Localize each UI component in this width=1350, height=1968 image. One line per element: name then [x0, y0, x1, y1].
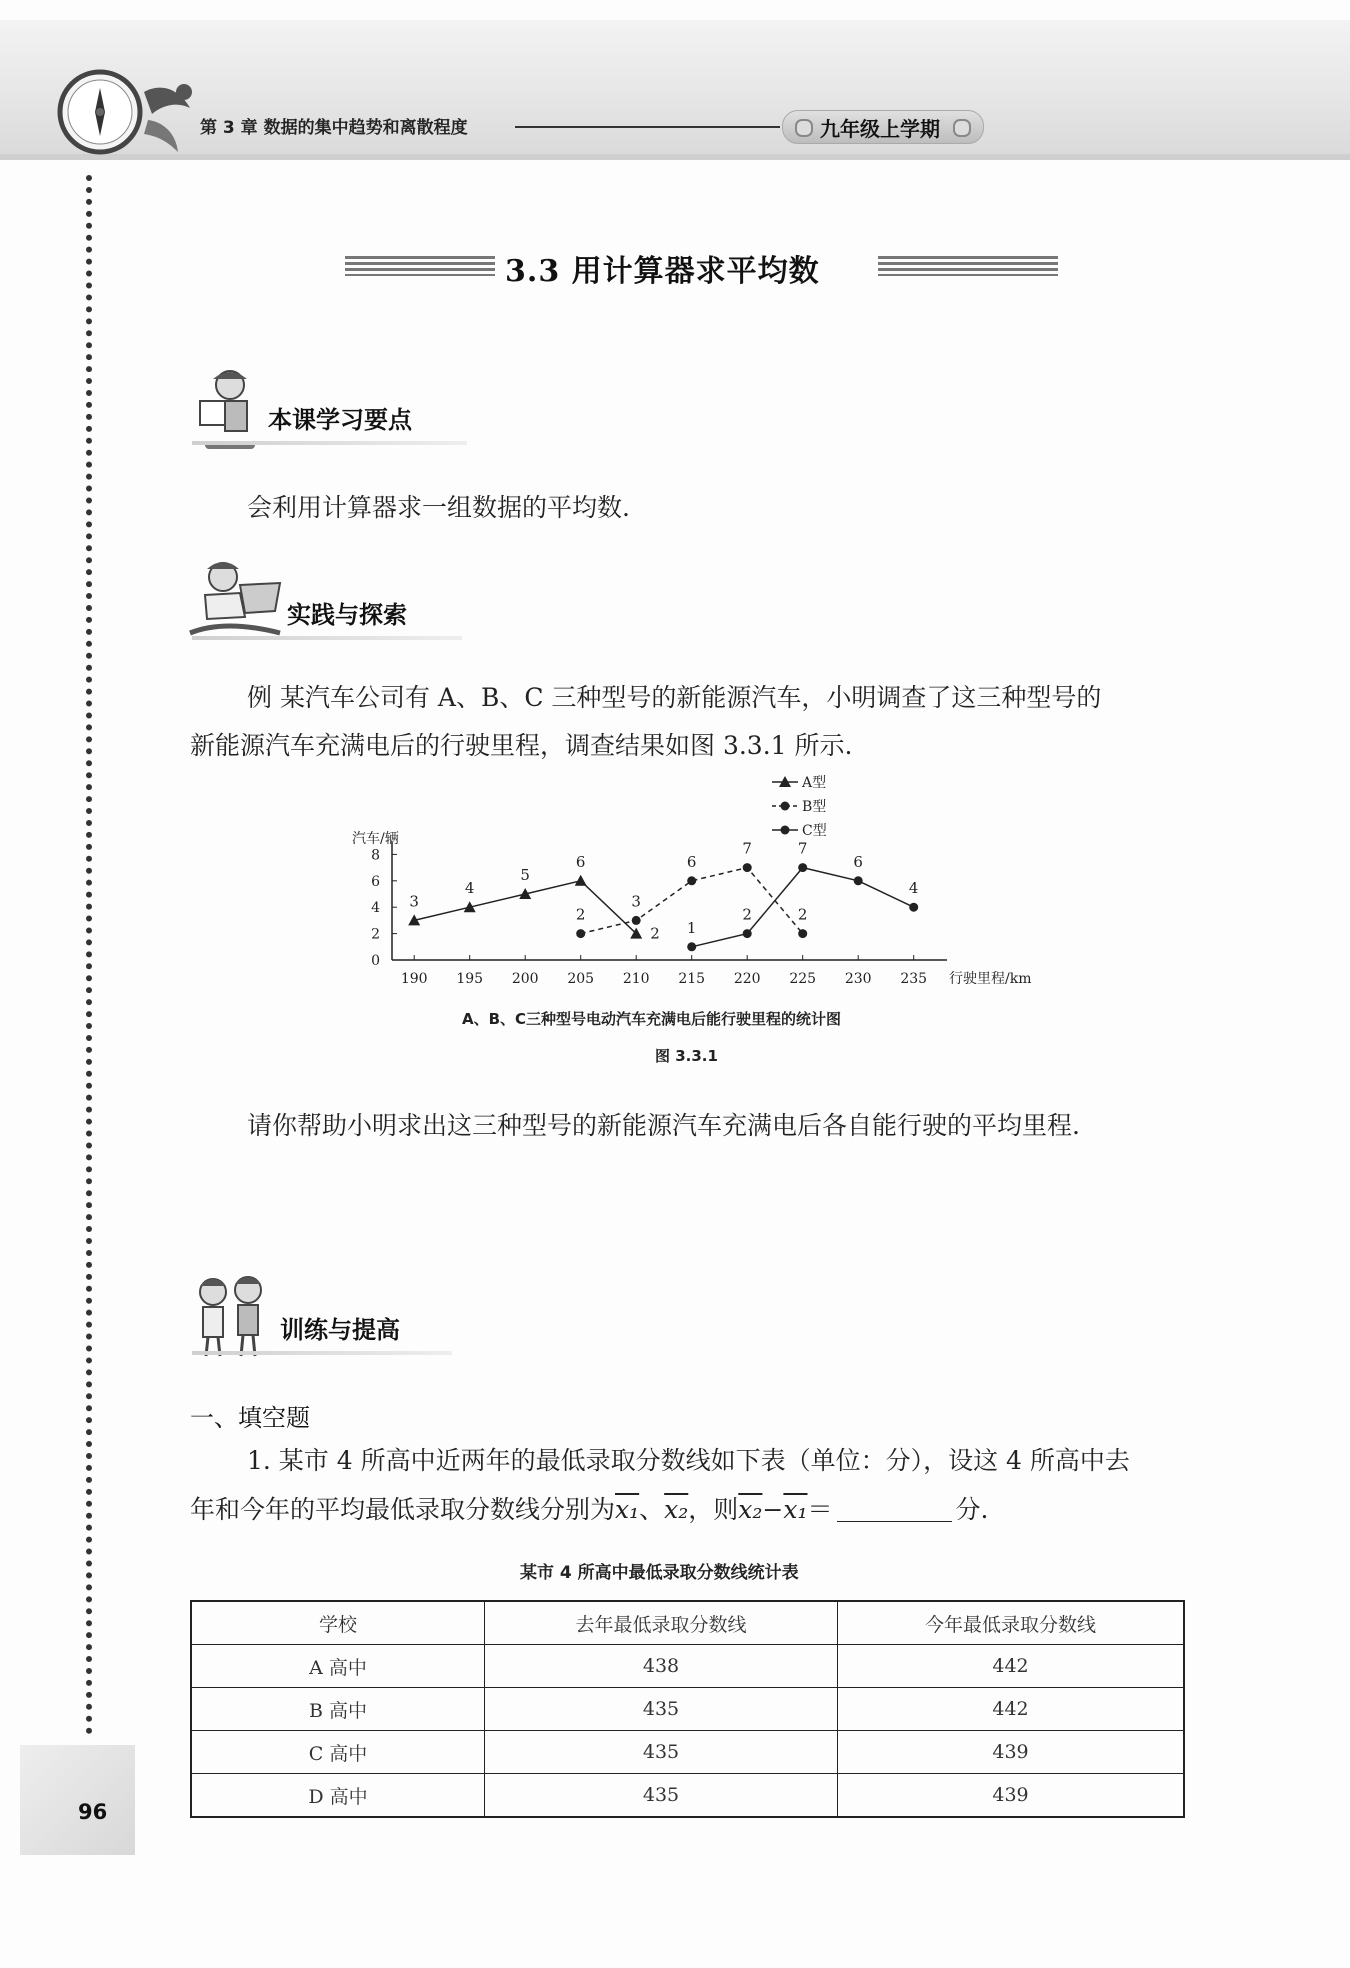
series-3-data-label: 2 [742, 905, 752, 924]
key-points-heading: 本课学习要点 [268, 406, 412, 434]
q1-text-b: ，则 [688, 1495, 739, 1524]
chart-title: A、B、C三种型号电动汽车充满电后能行驶里程的统计图 [462, 1010, 842, 1028]
series-1-data-label: 5 [520, 866, 530, 884]
training-underline [192, 1351, 452, 1355]
compass-logo-icon [52, 62, 202, 162]
key-points-text: 会利用计算器求一组数据的平均数. [247, 493, 630, 522]
header-rule [515, 126, 780, 128]
series-3-point [909, 903, 918, 912]
pill-dot-left-icon [795, 119, 813, 137]
cell-this-year: 439 [838, 1774, 1185, 1818]
margin-dotted-line [86, 175, 92, 1735]
two-students-icon [188, 1270, 278, 1360]
y-tick-label: 4 [371, 900, 380, 917]
question-1-line-2 [190, 1487, 988, 1533]
cell-this-year: 439 [838, 1731, 1185, 1774]
legend-label-1: A型 [802, 775, 827, 791]
series-2-point [576, 929, 585, 938]
series-2-data-label: 6 [686, 852, 697, 871]
series-3-data-label: 1 [686, 918, 697, 937]
series-3-point [798, 863, 807, 872]
x-tick-label: 205 [567, 971, 595, 987]
cell-school: B 高中 [191, 1688, 485, 1731]
x2-bar-symbol-2: x₂ [738, 1495, 763, 1524]
y-tick-label: 2 [371, 926, 380, 943]
series-3-data-label: 4 [908, 879, 919, 898]
cell-last-year: 435 [485, 1731, 838, 1774]
cell-school: A 高中 [191, 1645, 485, 1688]
x-axis-label: 行驶里程/km [949, 971, 1032, 987]
series-1-data-label: 2 [650, 924, 660, 943]
x1-bar-symbol-2: x₁ [783, 1495, 808, 1524]
legend-label-2: B型 [802, 799, 827, 815]
table-row [191, 1645, 1184, 1688]
legend-marker-3 [781, 826, 790, 835]
series-2-data-label: 2 [575, 905, 586, 924]
practice-underline [192, 636, 462, 640]
q1-equals: ＝ [807, 1495, 833, 1524]
series-2-data-label: 2 [797, 905, 808, 924]
x-tick-label: 210 [622, 971, 650, 987]
x-tick-label: 195 [456, 971, 484, 987]
header-band [0, 20, 1350, 160]
series-3-point [743, 929, 752, 938]
series-3-point [854, 876, 863, 885]
series-3-data-label: 7 [797, 839, 808, 858]
pill-dot-right-icon [953, 119, 971, 137]
series-2-data-label: 3 [631, 892, 641, 911]
x2-bar-symbol: x₂ [664, 1495, 689, 1524]
series-2-data-label: 7 [742, 839, 752, 858]
question-1-line-1: 1. 某市 4 所高中近两年的最低录取分数线如下表（单位：分），设这 4 所高中去 [247, 1446, 1130, 1475]
series-2-point [632, 916, 641, 925]
y-tick-label: 0 [371, 953, 380, 969]
answer-blank[interactable] [837, 1489, 952, 1522]
key-points-underline [192, 441, 467, 445]
series-2-point [687, 876, 696, 885]
header-this-year: 今年最低录取分数线 [838, 1601, 1185, 1645]
y-tick-label: 6 [371, 873, 380, 890]
header-last-year: 去年最低录取分数线 [485, 1601, 838, 1645]
table-caption: 某市 4 所高中最低录取分数线统计表 [520, 1563, 799, 1583]
cell-last-year: 435 [485, 1774, 838, 1818]
table-row [191, 1774, 1184, 1818]
q1-sep: 、 [639, 1495, 665, 1524]
page-number: 96 [78, 1800, 108, 1824]
cell-this-year: 442 [838, 1688, 1185, 1731]
x-tick-label: 225 [789, 971, 817, 987]
cell-school: C 高中 [191, 1731, 485, 1774]
table-header-row [191, 1601, 1184, 1645]
x-tick-label: 235 [900, 971, 928, 987]
x-tick-label: 220 [733, 971, 761, 987]
x-tick-label: 200 [511, 971, 539, 987]
section-title: 3.3 用计算器求平均数 [505, 254, 820, 289]
series-3-point [687, 942, 696, 951]
q1-unit: 分. [955, 1495, 989, 1524]
x-tick-label: 230 [844, 971, 872, 987]
series-1-data-label: 6 [575, 852, 586, 871]
cell-last-year: 438 [485, 1645, 838, 1688]
legend-marker-2 [781, 802, 790, 811]
table-row [191, 1731, 1184, 1774]
series-1-data-label: 4 [464, 879, 475, 898]
title-stripes-left [345, 256, 495, 276]
header-school: 学校 [191, 1601, 485, 1645]
example-line-2: 新能源汽车充满电后的行驶里程，调查结果如图 3.3.1 所示. [190, 731, 853, 760]
series-2-point [743, 863, 752, 872]
series-1-data-label: 3 [409, 892, 419, 911]
x1-bar-symbol: x₁ [615, 1495, 640, 1524]
part-heading: 一、填空题 [190, 1404, 310, 1432]
q1-minus: − [762, 1495, 784, 1524]
table-row [191, 1688, 1184, 1731]
title-stripes-right [878, 256, 1058, 276]
practice-heading: 实践与探索 [287, 601, 407, 629]
q1-text-a: 年和今年的平均最低录取分数线分别为 [190, 1495, 616, 1524]
student-surfing-icon [185, 555, 285, 645]
example-line-1: 例 某汽车公司有 A、B、C 三种型号的新能源汽车，小明调查了这三种型号的 [247, 683, 1102, 712]
semester-label: 九年级上学期 [820, 117, 940, 141]
chapter-title: 第 3 章 数据的集中趋势和离散程度 [200, 118, 468, 138]
y-tick-label: 8 [371, 847, 380, 864]
y-axis-label: 汽车/辆 [352, 831, 399, 848]
series-3-data-label: 6 [853, 852, 863, 871]
figure-label: 图 3.3.1 [655, 1047, 718, 1065]
cell-this-year: 442 [838, 1645, 1185, 1688]
cell-last-year: 435 [485, 1688, 838, 1731]
x-tick-label: 215 [678, 971, 706, 987]
score-table [190, 1600, 1185, 1818]
x-tick-label: 190 [400, 971, 428, 987]
training-heading: 训练与提高 [280, 1316, 400, 1344]
series-1-point [575, 875, 587, 886]
legend-label-3: C型 [802, 823, 827, 839]
series-2-point [798, 929, 807, 938]
cell-school: D 高中 [191, 1774, 485, 1818]
practice-question: 请你帮助小明求出这三种型号的新能源汽车充满电后各自能行驶的平均里程. [247, 1111, 1080, 1140]
